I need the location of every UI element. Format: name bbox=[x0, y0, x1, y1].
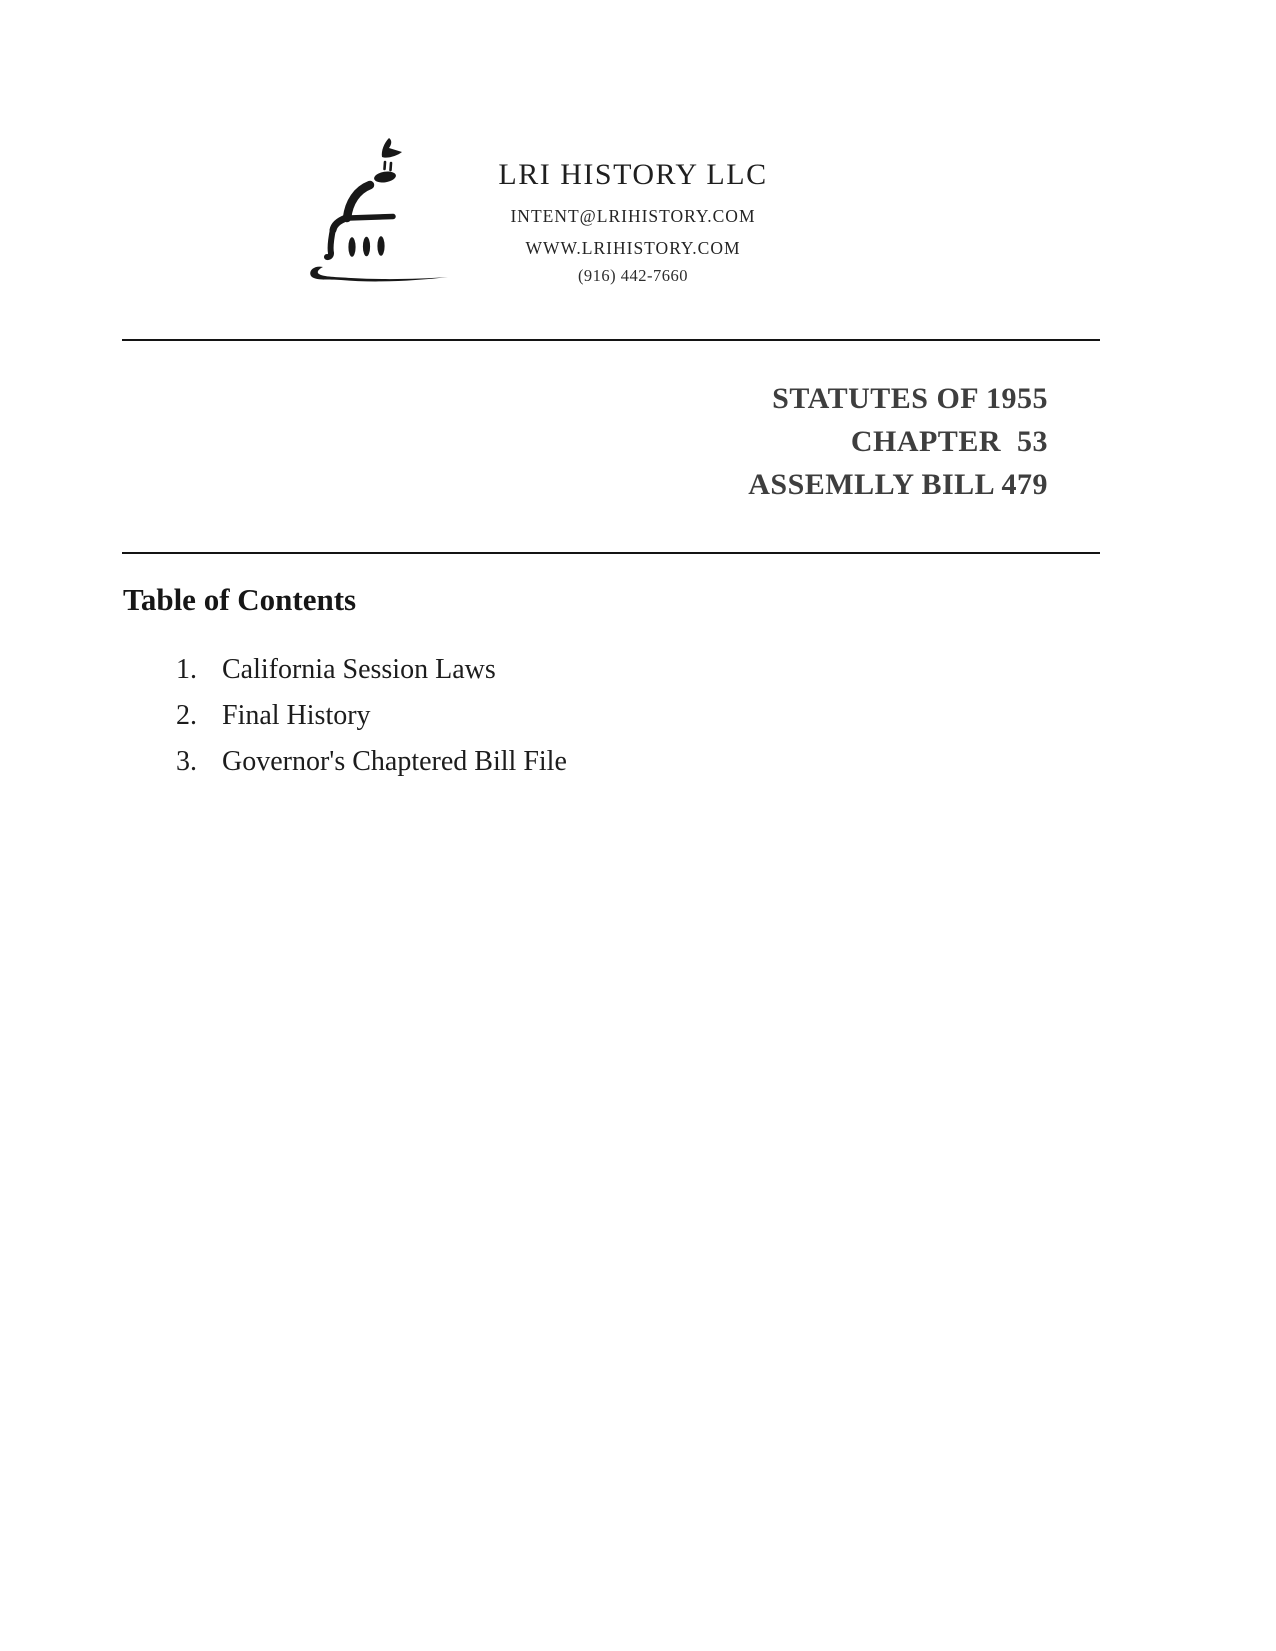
toc-item-number: 3. bbox=[176, 746, 197, 777]
toc-item bbox=[176, 693, 567, 739]
toc-list bbox=[176, 647, 567, 785]
company-phone: (916) 442-7660 bbox=[577, 266, 689, 285]
toc-item-number: 2. bbox=[176, 700, 197, 731]
company-website: WWW.LRIHISTORY.COM bbox=[525, 238, 741, 258]
bill-reference-block bbox=[748, 377, 1048, 506]
divider-bottom bbox=[122, 552, 1100, 554]
toc-item-number: 1. bbox=[176, 654, 197, 685]
bill-line: ASSEMLLY BILL 479 bbox=[748, 468, 1048, 501]
toc-item bbox=[176, 739, 567, 785]
toc-item bbox=[176, 647, 567, 693]
toc-heading: Table of Contents bbox=[123, 582, 357, 617]
divider-top bbox=[122, 339, 1100, 341]
company-name: LRI HISTORY LLC bbox=[498, 158, 768, 191]
chapter-line: CHAPTER 53 bbox=[850, 425, 1048, 458]
company-email: INTENT@LRIHISTORY.COM bbox=[510, 206, 756, 226]
toc-item-label: Final History bbox=[222, 700, 371, 731]
toc-item-label: California Session Laws bbox=[222, 654, 496, 685]
statutes-line: STATUTES OF 1955 bbox=[772, 382, 1048, 415]
toc-item-label: Governor's Chaptered Bill File bbox=[222, 746, 567, 777]
